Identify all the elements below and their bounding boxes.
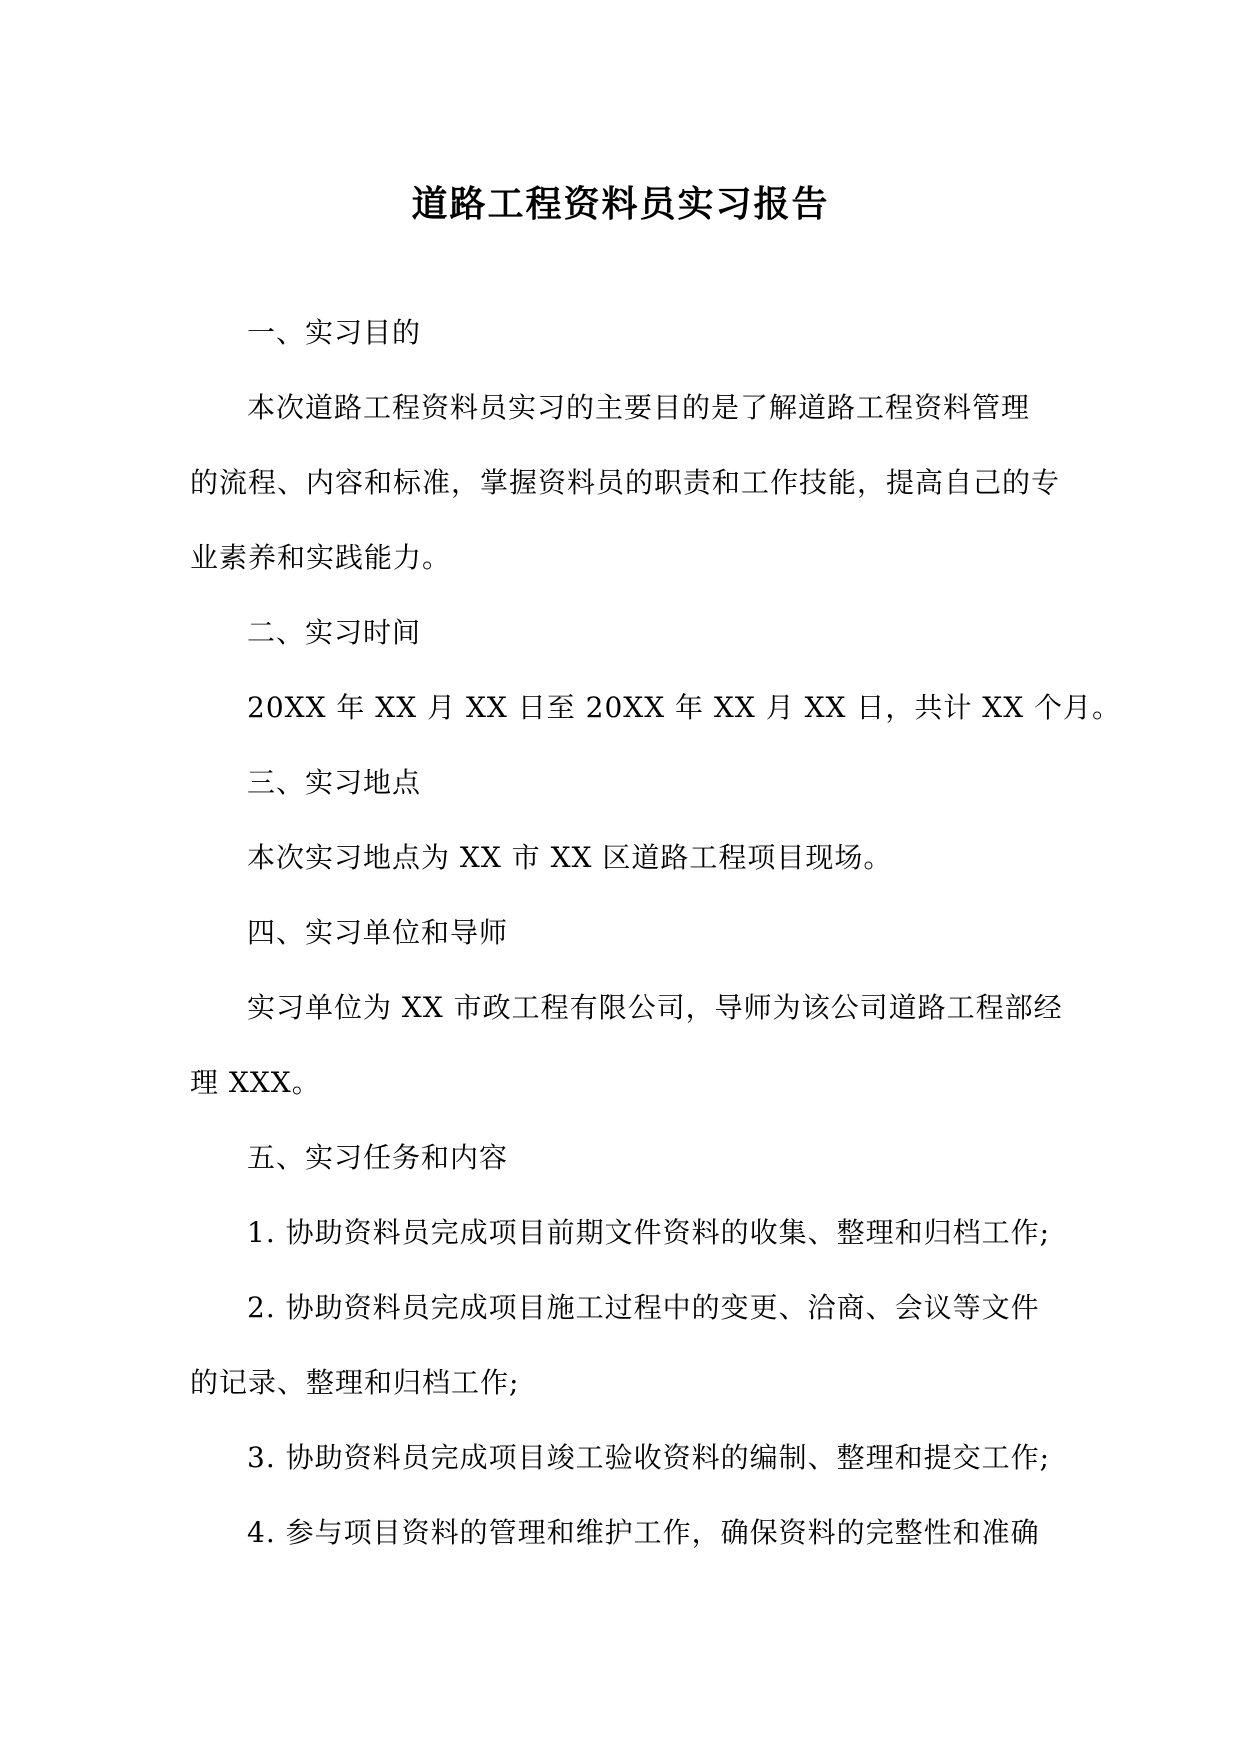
- list-item-continuation: 的记录、整理和归档工作;: [190, 1366, 520, 1399]
- section-heading-unit-mentor: 四、实习单位和导师: [247, 916, 509, 949]
- section-heading-purpose: 一、实习目的: [247, 316, 422, 349]
- list-item: 3. 协助资料员完成项目竣工验收资料的编制、整理和提交工作;: [247, 1441, 1051, 1474]
- paragraph-line: 实习单位为 XX 市政工程有限公司，导师为该公司道路工程部经: [247, 991, 1063, 1024]
- list-item: 2. 协助资料员完成项目施工过程中的变更、洽商、会议等文件: [247, 1291, 1040, 1324]
- section-heading-time: 二、实习时间: [247, 616, 422, 649]
- paragraph-line: 本次实习地点为 XX 市 XX 区道路工程项目现场。: [247, 841, 893, 874]
- list-item: 1. 协助资料员完成项目前期文件资料的收集、整理和归档工作;: [247, 1216, 1051, 1249]
- document-title: 道路工程资料员实习报告: [411, 183, 830, 225]
- section-heading-location: 三、实习地点: [247, 766, 422, 799]
- paragraph-line: 业素养和实践能力。: [190, 541, 452, 574]
- list-item: 4. 参与项目资料的管理和维护工作，确保资料的完整性和准确: [247, 1516, 1040, 1549]
- paragraph-line: 20XX 年 XX 月 XX 日至 20XX 年 XX 月 XX 日，共计 XX 个月。: [247, 691, 1122, 724]
- paragraph-line: 的流程、内容和标准，掌握资料员的职责和工作技能，提高自己的专: [190, 466, 1061, 499]
- section-heading-tasks: 五、实习任务和内容: [247, 1141, 509, 1174]
- paragraph-line: 理 XXX。: [190, 1066, 321, 1099]
- paragraph-line: 本次道路工程资料员实习的主要目的是了解道路工程资料管理: [247, 391, 1031, 424]
